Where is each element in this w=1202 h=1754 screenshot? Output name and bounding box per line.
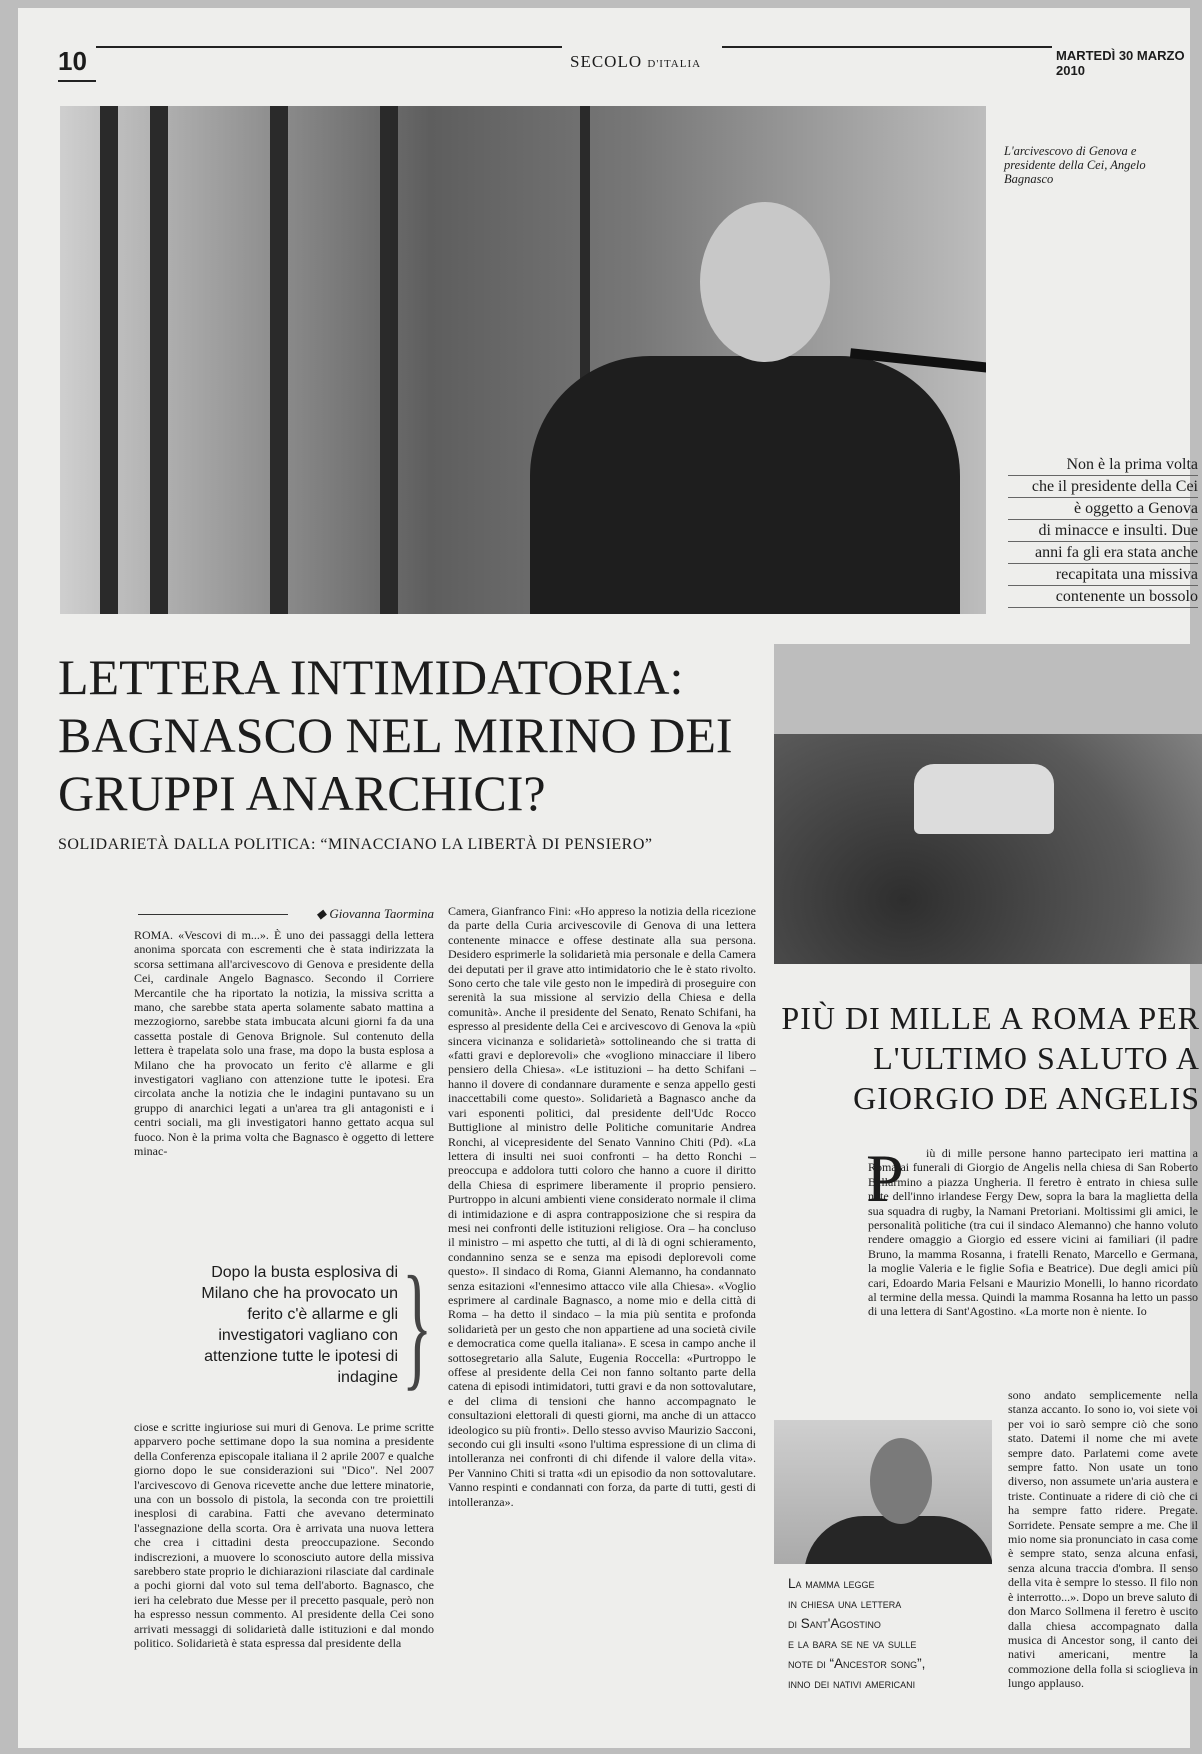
caption-line: note di “Ancestor song”, — [788, 1656, 926, 1671]
second-article-column-continued — [1008, 1388, 1198, 1695]
article-paragraph: iù di mille persone hanno partecipato ieri mattina a Roma ai funerali di Giorgio de Angelis nella chiesa di San Roberto Bellarmino a piazza Ungheria. Il feretro è entrato in chiesa sulle note dell'inno irlandese Fergy Dew, sopra la bara la maglietta della sua squadra di rugby, la Namani Pretoriani. Moltissimi gli amici, le personalità politiche (tra cui il sindaco Alemanno) che hanno voluto rendere omaggio a Giorgio ed essere vicini ai familiari (il padre Bruno, la mamma Rosanna, i fratelli Renato, Marcello e Germana, la moglie Valeria e le figlie Sofia e Beatrice). Due degli amici più cari, Edoardo Maria Felsani e Maurizio Monelli, lo hanno ricordato al termine della messa. Quindi la mamma Rosanna ha letto un passo di una lettera di Sant'Agostino. «La morte non è niente. Io — [868, 1146, 1198, 1319]
sidebar-line: Non è la prima volta — [1008, 454, 1198, 476]
article-headline: LETTERA INTIMIDATORIA: BAGNASCO NEL MIRINO DEI GRUPPI ANARCHICI? — [58, 649, 733, 821]
header-rule-right — [722, 46, 1052, 48]
article-paragraph: ciose e scritte ingiuriose sui muri di Genova. Le prime scritte apparvero poche settimane dopo la sua nomina a presidente della Conferenza episcopale italiana il 2 aprile 2007 e qualche giorno dopo le sue considerazioni sui "Dico". Nel 2007 l'arcivescovo di Genova ricevette anche due lettere minatorie, una con un bossolo di pistola, la seconda con tre proiettili inesplosi di carabina. Fatti che avevano determinato l'assegnazione della scorta. Ora è arrivata una nuova lettera che crea i cittadini desta preoccupazione. Secondo indiscrezioni, a muovere lo sconosciuto autore della missiva sarebbero state proprio le dichiarazioni rilasciate dal cardinale a pochi giorni dal voto sul tema dell'aborto. Bagnasco, che ieri ha celebrato due Messe per il precetto pasquale, però non ha espresso nessun commento. Al presidente della Cei sono arrivati messaggi di solidarietà dalle istituzioni e dal mondo politico. Solidarietà è stata espressa dal presidente della — [134, 1420, 434, 1651]
second-article-headline: PIÙ DI MILLE A ROMA PER L'ULTIMO SALUTO A GIORGIO DE ANGELIS — [781, 1000, 1200, 1116]
funeral-crowd-photo — [774, 644, 1202, 964]
byline: ◆ Giovanna Taormina — [316, 906, 434, 921]
article-paragraph: sono andato semplicemente nella stanza accanto. Io sono io, voi siete voi per voi io sarò sempre ciò che sono stato. Datemi il nome che mi avete sempre dato. Parlatemi come avete sempre fatto. Non usate un tono diverso, non assumete un'aria austera e triste. Continuate a ridere di ciò che ci ha sempre fatto ridere. Pregate. Sorridete. Pensate sempre a me. Che il mio nome sia pronunciato in casa come è sempre stato, senza alcuna enfasi, senza alcuna traccia d'ombra. Il senso della vita è sempre lo stesso. Il filo non è interrotto...». Dopo un breve saluto di don Marco Sollmena il feretro è uscito dalla chiesa accompagnato dalla musica di Ancestor song, il canto dei nativi americani, mentre la commozione della folla si scioglieva in lungo applauso. — [1008, 1388, 1198, 1691]
bagnasco-photo — [60, 106, 986, 614]
article-paragraph: ROMA. «Vescovi di m...». È uno dei passaggi della lettera anonima sporcata con escrementi che è stata indirizzata la scorsa settimana all'arcivescovo di Genova e presidente della Cei, cardinale Angelo Bagnasco. Secondo il Corriere Mercantile che ha riportato la notizia, la missiva scritta a mano, che sarebbe stata aperta solamente sabato mattina a mezzogiorno, sarebbe stata imbucata alcuni giorni fa da una cassetta postale di Genova Brignole. Sul contenuto della lettera è trapelata solo una frase, ma dopo la busta esplosa a Milano che ha provocato un ferito c'è allarme e gli investigatori vagliano con attenzione tutte le ipotesi. Era circolata anche la notizia che le indagini puntavano su un gruppo di anarchici legati a un'area tra gli antagonisti e i centri sociali, ma gli investigatori hanno gettato acqua sul fuoco. Non è la prima volta che Bagnasco è oggetto di lettere minac- — [134, 928, 434, 1159]
header-rule-top — [96, 46, 562, 48]
masthead-subtitle: D'ITALIA — [647, 58, 702, 70]
portrait-caption — [788, 1574, 998, 1694]
sidebar-line: è oggetto a Genova — [1008, 498, 1198, 520]
page-number: 10 — [58, 46, 87, 76]
sidebar-line: recapitata una missiva — [1008, 564, 1198, 586]
giorgio-de-angelis-photo — [774, 1420, 992, 1564]
caption-line: inno dei nativi americani — [788, 1676, 916, 1691]
second-article-column — [866, 1140, 1198, 1323]
issue-date: MARTEDÌ 30 MARZO 2010 — [1056, 48, 1185, 78]
sidebar-line: contenente un bossolo — [1008, 586, 1198, 608]
sidebar-note — [1008, 454, 1198, 608]
article-paragraph: Camera, Gianfranco Fini: «Ho appreso la notizia della ricezione da parte della Curia arcivescovile di Genova di una lettera contenente minacce e offese destinate alla sua persona. Desidero esprimerle la solidarietà mia personale e della Camera dei deputati per il grave atto intimidatorio che le è stato rivolto. Sono certo che tale vile gesto non le impedirà di proseguire con serenità la sua missione al servizio della Chiesa e della comunità». Anche il presidente del Senato, Renato Schifani, ha espresso al presidente della Cei e arcivescovo di Genova la «più sincera vicinanza e solidarietà» sottolineando che si tratta di «fatti gravi e deplorevoli» che «vogliono minacciare il libero pensiero della Chiesa». «Le istituzioni – ha detto Schifani – hanno il dovere di condannare duramente e senza appello gesti inaccettabili come questo». Solidarietà a Bagnasco anche da vari esponenti politici, dal presidente dell'Udc Rocco Buttiglione al ministro delle Politiche comunitarie Andrea Ronchi, al vicepresidente del Senato Vannino Chiti (Pd). «La lettera di insulti nei suoi confronti – ha detto Ronchi – preoccupa e addolora tutti coloro che hanno a cuore il diritto della Chiesa di esprimere liberamente il proprio pensiero. Purtroppo in alcuni ambienti viene considerato normale il clima di intimidazione e di aspra contrapposizione che si respira da mesi nei confronti delle istituzioni religiose. Ora – ha concluso il ministro – mi aspetto che tutti, al di là di ogni schieramento, condannino senza se e senza ma episodi deplorevoli come questo». Il sindaco di Roma, Gianni Alemanno, ha condannato senza esitazioni «l'ennesimo attacco vile alla Chiesa». «Voglio esprimere al cardinale Bagnasco, a nome mio e della città di Roma – ha detto il sindaco – la mia più sentita e profonda solidarietà per un gesto che non appartiene ad una società civile e democratica come quella italiana». E scesa in campo anche il sottosegretario alla Salute, Eugenia Roccella: «Purtroppo le offese al presidente della Cei non fanno soltanto parte della catena di episodi intimidatori, tutti gravi e da non sottovalutare, e del clima di tensioni che hanno accompagnato le consultazioni elettorali di questi giorni, ma anche di un attacco ideologico su più fronti». Dello stesso avviso Maurizio Sacconi, secondo cui gli insulti «sono l'ultima espressione di un clima di intolleranza nei confronti di chi difende il valore della vita». Per Vannino Chiti si tratta «di un episodio da non sottovalutare. Vanno respinti e condannati con forza, da parte di tutti, gesti di intolleranza». — [448, 904, 756, 1509]
article-column-1-continued — [134, 1420, 434, 1655]
masthead-title: SECOLO — [570, 52, 643, 71]
sidebar-line: di minacce e insulti. Due — [1008, 520, 1198, 542]
article-subheadline: SOLIDARIETÀ DALLA POLITICA: “MINACCIANO LA LIBERTÀ DI PENSIERO” — [58, 836, 653, 853]
drop-cap: P — [866, 1140, 904, 1216]
caption-line: La mamma legge — [788, 1576, 875, 1591]
header-rule-left — [58, 80, 96, 82]
caption-line: di Sant'Agostino — [788, 1616, 881, 1631]
caption-line: e la bara se ne va sulle — [788, 1636, 917, 1651]
caption-line: in chiesa una lettera — [788, 1596, 902, 1611]
masthead — [570, 52, 701, 72]
newspaper-page — [18, 8, 1200, 1748]
article-column-1 — [134, 928, 434, 1163]
photo-caption: L'arcivescovo di Genova e presidente della Cei, Angelo Bagnasco — [1004, 144, 1146, 186]
sidebar-line: anni fa gli era stata anche — [1008, 542, 1198, 564]
brace-icon: } — [402, 1248, 433, 1403]
pull-quote: Dopo la busta esplosiva di Milano che ha provocato un ferito c'è allarme e gli investigatori vagliano con attenzione tutte le ipotesi di indagine — [201, 1264, 398, 1386]
article-column-2 — [448, 904, 756, 1513]
sidebar-line: che il presidente della Cei — [1008, 476, 1198, 498]
